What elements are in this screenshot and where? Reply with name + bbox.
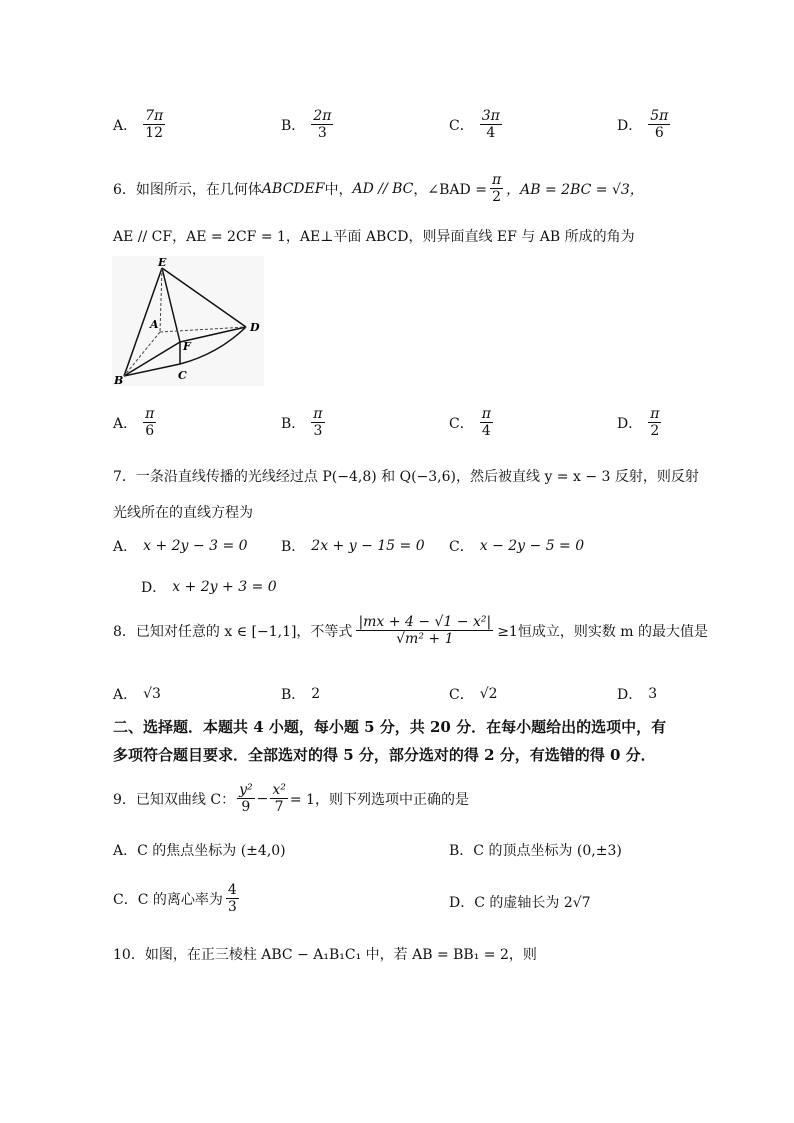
q7-option-a: A． x + 2y − 3 = 0 <box>113 538 248 555</box>
q7-option-c: C． x − 2y − 5 = 0 <box>449 538 585 555</box>
q7-option-b: B． 2x + y − 15 = 0 <box>281 538 425 555</box>
q10-stem: 10．如图，在正三棱柱 ABC − A₁B₁C₁ 中，若 AB = BB₁ = 2，则 <box>113 947 537 963</box>
q8-option-c: C． √2 <box>449 686 498 703</box>
q6-line2: AE // CF，AE = 2CF = 1，AE⊥平面 ABCD，则异面直线 EF 与 AB 所成的角为 <box>113 229 635 245</box>
fraction: $\frac{4}{3}$ <box>227 882 237 916</box>
option-label: C． <box>449 117 474 134</box>
q6-option-d <box>617 406 661 439</box>
section2-heading-line1: 二、选择题．本题共 4 小题，每小题 5 分，共 20 分．在每小题给出的选项中，有 <box>113 718 667 736</box>
option-label: B． <box>281 117 306 134</box>
label-E: E <box>158 256 167 269</box>
fraction: $\frac{\pi}{4}$ <box>481 406 491 440</box>
fraction: $\frac{\text{y²}}{9}$ <box>239 782 253 816</box>
fraction: $\frac{2\pi}{3}$ <box>313 108 332 142</box>
figure-background <box>112 256 264 386</box>
fraction: $\frac{7\pi}{12}$ <box>145 108 164 142</box>
q9-option-c: C．C 的离心率为 $\frac{4}{3}$ <box>113 882 237 916</box>
label-A: A <box>150 318 159 331</box>
q7-line2: 光线所在的直线方程为 <box>113 505 253 521</box>
label-D: D <box>250 321 260 334</box>
label-C: C <box>178 369 187 382</box>
fraction: $\frac{\pi}{2}$ <box>650 406 660 440</box>
q6-option-a <box>113 406 156 439</box>
fraction: $\frac{\text{|mx + 4 − √1 − x²|}}{\text{√m² + 1}}$ <box>358 614 492 648</box>
q9-stem: 9．已知双曲线 C： $\frac{\text{y²}}{9}$ − $\frac{\text{x²}}{7}$ = 1，则下列选项中正确的是 <box>113 782 469 816</box>
q6-option-b <box>281 406 325 439</box>
q6-geometry-figure <box>108 254 268 388</box>
label-B: B <box>114 374 124 387</box>
section2-heading-line2: 多项符合题目要求．全部选对的得 5 分，部分选对的得 2 分，有选错的得 0 分． <box>113 746 656 764</box>
q8-option-b: B． 2 <box>281 686 321 703</box>
q6-line1: 6．如图所示，在几何体 ABCDEF 中， AD // BC ，∠BAD = $\frac{\pi}{2}$ ，AB = 2BC = √3， <box>113 172 644 206</box>
fraction: $\frac{3\pi}{4}$ <box>481 108 500 142</box>
q9-option-b: B．C 的顶点坐标为 (0,±3) <box>449 843 622 859</box>
option-label: A． <box>113 415 138 432</box>
q8-option-a: A． √3 <box>113 686 161 703</box>
q7-option-d: D． x + 2y + 3 = 0 <box>141 579 277 596</box>
q5-option-d <box>617 108 670 141</box>
option-label: D． <box>617 415 643 432</box>
option-label: A． <box>113 117 138 134</box>
q9-option-d: D．C 的虚轴长为 2√7 <box>449 895 591 911</box>
fraction: $\frac{\pi}{6}$ <box>145 406 155 440</box>
fraction: $\frac{\text{x²}}{7}$ <box>272 782 286 816</box>
q7-line1: 7．一条沿直线传播的光线经过点 P(−4,8) 和 Q(−3,6)，然后被直线 y = x − 3 反射，则反射 <box>113 469 699 485</box>
q8-option-d: D． 3 <box>617 686 658 703</box>
fraction: $\frac{\pi}{3}$ <box>313 406 323 440</box>
fraction: $\frac{\pi}{2}$ <box>491 172 502 206</box>
q6-option-c <box>449 406 493 439</box>
fraction: $\frac{5\pi}{6}$ <box>650 108 669 142</box>
option-label: C． <box>449 415 474 432</box>
option-label: D． <box>617 117 643 134</box>
option-label: B． <box>281 415 306 432</box>
q9-option-a: A．C 的焦点坐标为 (±4,0) <box>113 843 286 859</box>
label-F: F <box>183 340 191 353</box>
q5-option-b <box>281 108 333 141</box>
q8-stem: 8．已知对任意的 x ∈ [−1,1]，不等式 $\frac{\text{|mx + 4 − √1 − x²|}}{\text{√m² + 1}}$ ≥1恒成立，则实数 m 的最大值是 <box>113 614 709 648</box>
q5-option-c <box>449 108 502 141</box>
q5-option-a <box>113 108 165 141</box>
